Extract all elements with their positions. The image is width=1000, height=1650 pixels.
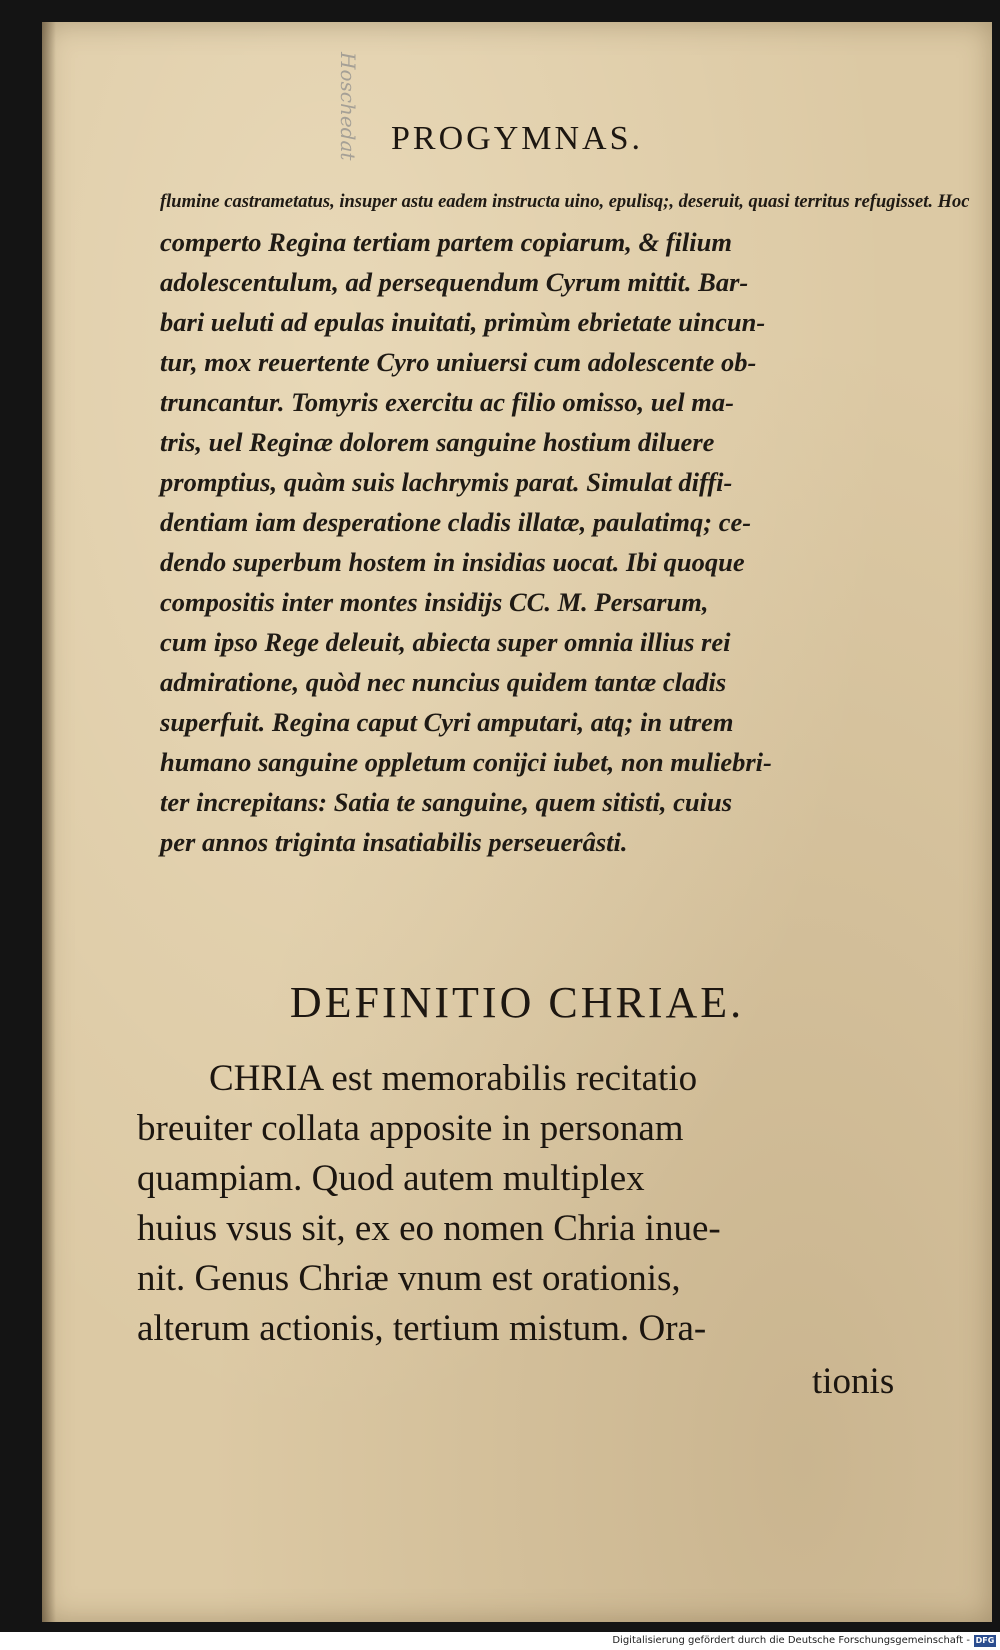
- section-heading: DEFINITIO CHRIAE.: [289, 978, 745, 1027]
- text-line: comperto Regina tertiam partem copiarum, & filium: [160, 227, 732, 257]
- page-gutter-shadow: [42, 22, 56, 1622]
- text-line: quampiam. Quod autem multiplex: [137, 1158, 645, 1199]
- text-line: nit. Genus Chriæ vnum est orationis,: [137, 1258, 681, 1299]
- text-line: admiratione, quòd nec nuncius quidem tantæ cladis: [160, 667, 727, 697]
- text-line: dendo superbum hostem in insidias uocat. Ibi quoque: [160, 547, 745, 577]
- text-line: tris, uel Reginæ dolorem sanguine hostium diluere: [160, 427, 715, 457]
- handwritten-margin-note: Hoschedat: [336, 52, 360, 161]
- text-line: superfuit. Regina caput Cyri amputari, atq; in utrem: [160, 707, 734, 737]
- running-head: PROGYMNAS.: [391, 120, 643, 157]
- footer-credit-text: Digitalisierung gefördert durch die Deutsche Forschungsgemeinschaft -: [612, 1635, 970, 1646]
- text-line: compositis inter montes insidijs CC. M. Persarum,: [160, 587, 709, 617]
- text-line: alterum actionis, tertium mistum. Ora-: [137, 1308, 707, 1349]
- digitization-footer: [0, 1632, 1000, 1650]
- text-line: humano sanguine oppletum conijci iubet, non muliebri-: [160, 747, 772, 777]
- text-line: bari ueluti ad epulas inuitati, primùm ebrietate uincun-: [160, 307, 766, 337]
- text-line: breuiter collata apposite in personam: [137, 1108, 684, 1149]
- text-line: huius vsus sit, ex eo nomen Chria inue-: [137, 1208, 721, 1249]
- text-line: dentiam iam desperatione cladis illatæ, paulatimq; ce-: [160, 507, 752, 537]
- roman-text-block: [137, 1054, 982, 1354]
- text-line: per annos triginta insatiabilis perseuerâsti.: [160, 827, 628, 857]
- text-line: adolescentulum, ad persequendum Cyrum mittit. Bar-: [160, 267, 749, 297]
- text-line: CHRIA est memorabilis recitatio: [209, 1058, 698, 1099]
- text-line: tur, mox reuertente Cyro uniuersi cum adolescente ob-: [160, 347, 757, 377]
- text-line: flumine castrametatus, insuper astu eadem instructa uino, epulisq;, deseruit, quasi territus refugisset. Hoc: [160, 192, 970, 212]
- dfg-logo: DFG: [975, 1636, 995, 1645]
- text-line: cum ipso Rege deleuit, abiecta super omnia illius rei: [160, 627, 731, 657]
- text-line: truncantur. Tomyris exercitu ac filio omisso, uel ma-: [160, 387, 734, 417]
- italic-text-block: [160, 182, 972, 862]
- text-line: promptius, quàm suis lachrymis parat. Simulat diffi-: [160, 467, 733, 497]
- catchword: tionis: [812, 1361, 895, 1402]
- book-page: [42, 22, 992, 1622]
- text-line: ter increpitans: Satia te sanguine, quem sitisti, cuius: [160, 787, 733, 817]
